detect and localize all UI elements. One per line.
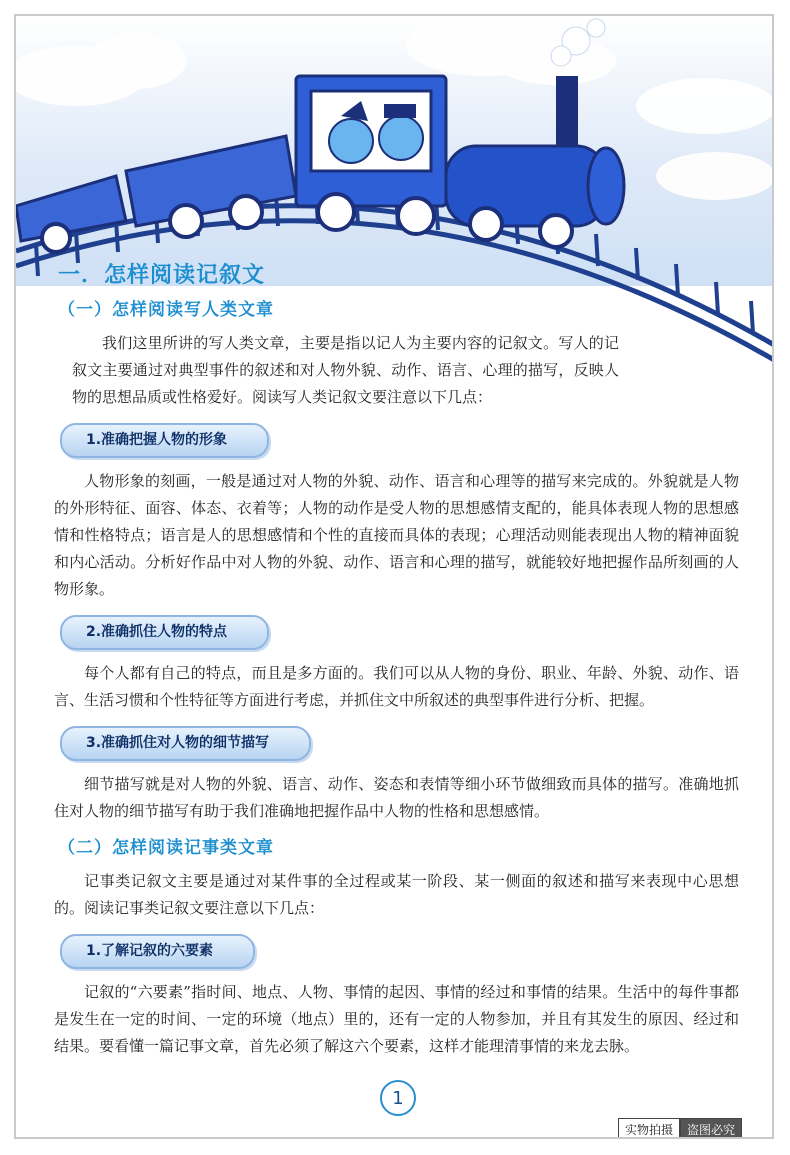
sub2-intro: 记事类记叙文主要是通过对某件事的全过程或某一阶段、某一侧面的叙述和描写来表现中心思想的。阅读记事类记叙文要注意以下几点：: [54, 872, 739, 917]
stamp-left: 实物拍摄: [618, 1118, 680, 1139]
sub1-intro-block: [54, 330, 739, 411]
sub1-title: （一）怎样阅读写人类文章: [58, 300, 274, 320]
page-frame: [14, 14, 774, 1139]
sub1-intro: 我们这里所讲的写人类文章，主要是指以记人为主要内容的记叙文。写人的记叙文主要通过对典型事件的叙述和对人物外貌、动作、语言、心理的描写，反映人物的思想品质或性格爱好。阅读写人类记叙文要注意以下几点：: [72, 334, 619, 406]
point-badge-2: 2.准确抓住人物的特点: [60, 615, 269, 650]
point-badge-1: 1.准确把握人物的形象: [60, 423, 269, 458]
article-content: [54, 262, 739, 1060]
point-text-2: 每个人都有自己的特点，而且是多方面的。我们可以从人物的身份、职业、年龄、外貌、动作、语言、生活习惯和个性特征等方面进行考虑，并抓住文中所叙述的典型事件进行分析、把握。: [54, 664, 739, 709]
point-badge-3: 3.准确抓住对人物的细节描写: [60, 726, 311, 761]
watermark-stamp: [618, 1118, 742, 1139]
page-number: 1: [380, 1080, 416, 1116]
point-text-4: 记叙的“六要素”指时间、地点、人物、事情的起因、事情的经过和事情的结果。生活中的每件事都是发生在一定的时间、一定的环境（地点）里的，还有一定的人物参加，并且有其发生的原因、经过和结果。要看懂一篇记事文章，首先必须了解这六个要素，这样才能理清事情的来龙去脉。: [54, 983, 739, 1055]
section-title: 一．怎样阅读记叙文: [58, 263, 266, 288]
stamp-right: 盗图必究: [680, 1118, 742, 1139]
sub2-title: （二）怎样阅读记事类文章: [58, 838, 274, 858]
point-badge-4: 1.了解记叙的六要素: [60, 934, 255, 969]
point-text-1: 人物形象的刻画，一般是通过对人物的外貌、动作、语言和心理等的描写来完成的。外貌就是人物的外形特征、面容、体态、衣着等；人物的动作是受人物的思想感情支配的，能具体表现人物的思想感情和性格特点；语言是人的思想感情和个性的直接而具体的表现；心理活动则能表现出人物的精神面貌和内心活动。分析好作品中对人物的外貌、动作、语言和心理的描写，就能较好地把握作品所刻画的人物形象。: [54, 472, 739, 598]
point-text-3: 细节描写就是对人物的外貌、语言、动作、姿态和表情等细小环节做细致而具体的描写。准确地抓住对人物的细节描写有助于我们准确地把握作品中人物的性格和思想感情。: [54, 775, 739, 820]
